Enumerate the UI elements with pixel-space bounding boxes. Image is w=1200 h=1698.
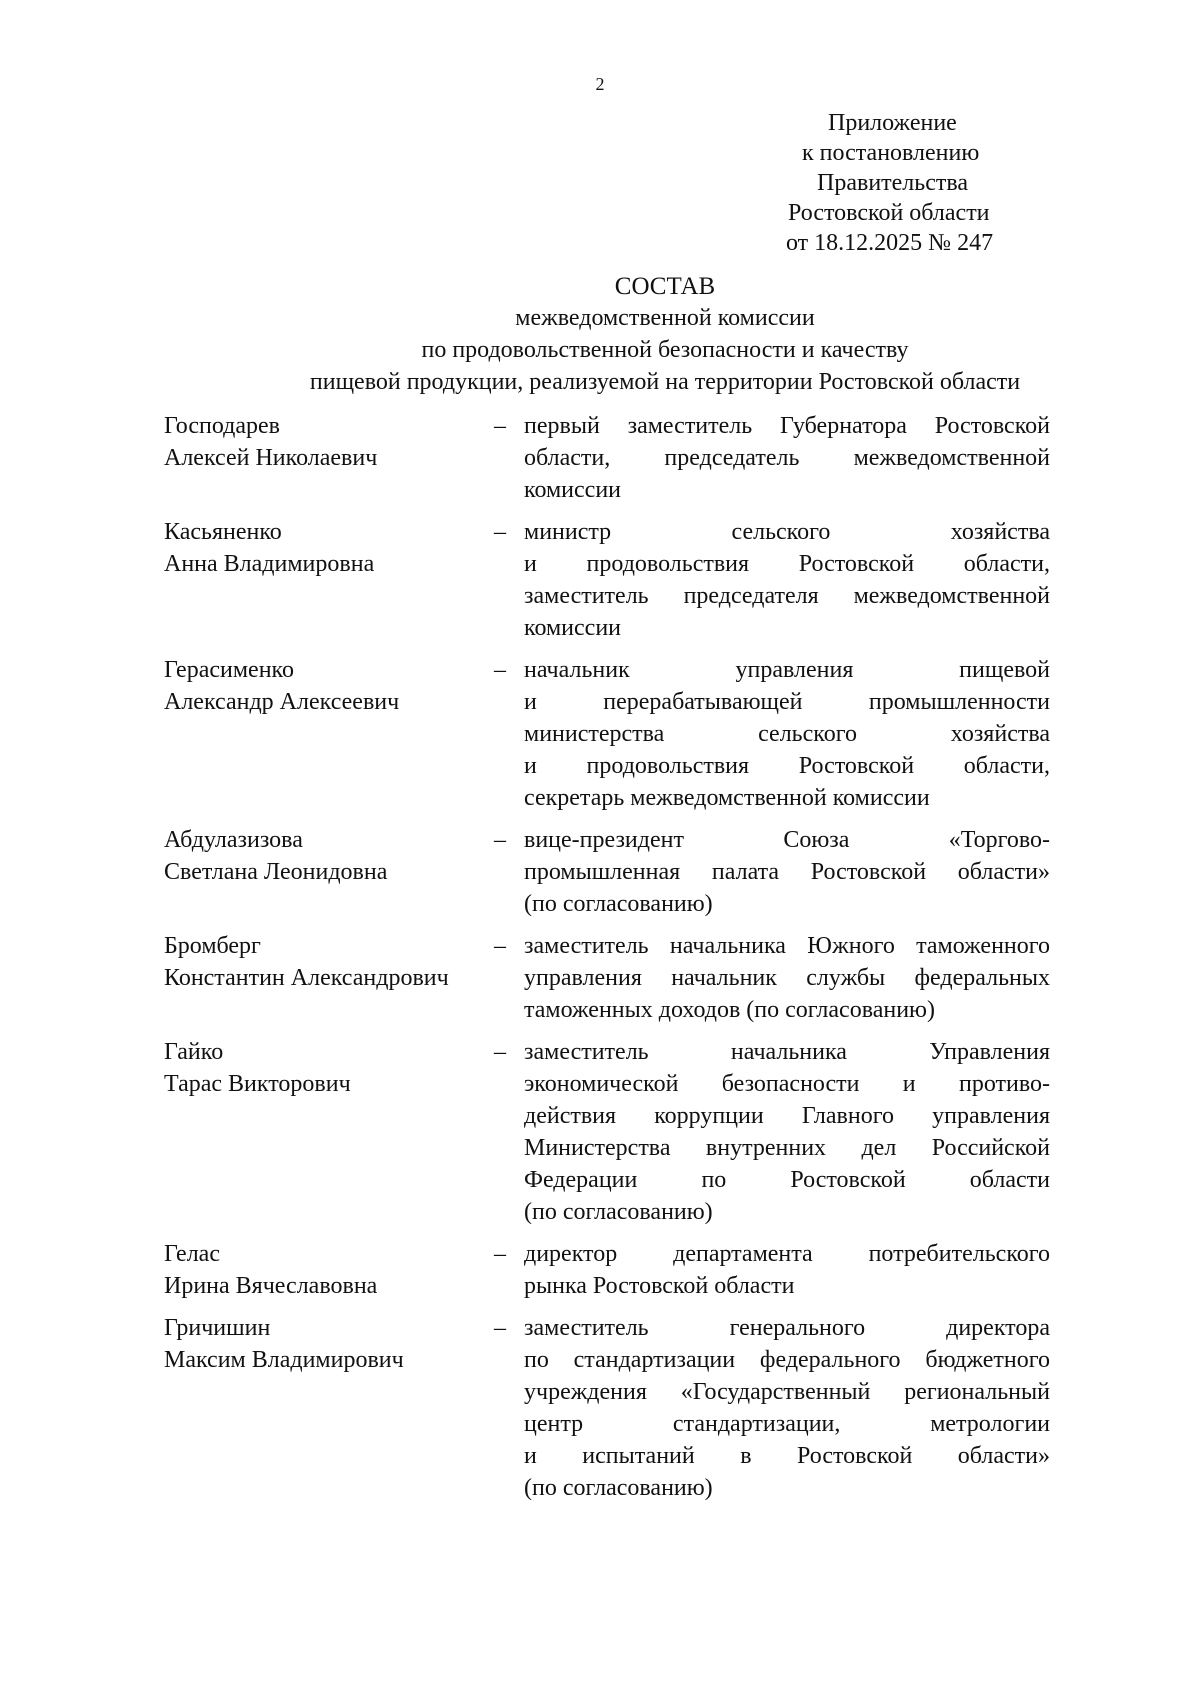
member-list (164, 410, 1050, 1514)
member-surname: Абдулазизова (164, 827, 303, 853)
member-given-names: Александр Алексеевич (164, 689, 400, 715)
member-row (164, 410, 1050, 506)
member-position-line: заместитель начальника Управления (524, 1039, 1050, 1065)
member-given-names: Анна Владимировна (164, 551, 375, 577)
page-number: 2 (595, 74, 605, 94)
member-position-line: действия коррупции Главного управления (524, 1103, 1050, 1129)
member-surname: Господарев (164, 413, 281, 439)
member-position-line: Министерства внутренних дел Российской (524, 1135, 1050, 1161)
member-given-names: Алексей Николаевич (164, 445, 378, 471)
member-given-names: Ирина Вячеславовна (164, 1273, 378, 1299)
member-position-line: области, председатель межведомственной (524, 445, 1050, 471)
member-position-line: (по согласованию) (524, 891, 713, 917)
member-row (164, 516, 1050, 644)
member-dash: – (494, 657, 506, 683)
member-position-line: управления начальник службы федеральных (524, 965, 1050, 991)
member-name (164, 1312, 490, 1376)
appendix-line-3: Правительства (817, 170, 969, 196)
member-position (524, 824, 1050, 920)
member-dash: – (494, 1039, 506, 1065)
member-dash: – (494, 933, 506, 959)
member-position (524, 410, 1050, 506)
member-position-line: таможенных доходов (по согласованию) (524, 997, 935, 1023)
member-position (524, 516, 1050, 644)
member-position-line: и продовольствия Ростовской области, (524, 753, 1050, 779)
member-position-line: начальник управления пищевой (524, 657, 1050, 683)
appendix-line-1: Приложение (828, 110, 957, 136)
member-surname: Гелас (164, 1241, 220, 1267)
member-position-line: учреждения «Государственный региональный (524, 1379, 1050, 1405)
member-position-line: экономической безопасности и противо- (524, 1071, 1050, 1097)
member-position-line: директор департамента потребительского (524, 1241, 1050, 1267)
member-position-line: секретарь межведомственной комиссии (524, 785, 930, 811)
member-position-line: первый заместитель Губернатора Ростовской (524, 413, 1050, 439)
member-surname: Гайко (164, 1039, 224, 1065)
appendix-line-4: Ростовской области (788, 200, 990, 226)
member-surname: Гричишин (164, 1315, 271, 1341)
member-position-line: по стандартизации федерального бюджетного (524, 1347, 1050, 1373)
member-position-line: центр стандартизации, метрологии (524, 1411, 1050, 1437)
member-position-line: (по согласованию) (524, 1199, 713, 1225)
member-given-names: Константин Александрович (164, 965, 449, 991)
member-position (524, 1312, 1050, 1504)
member-position (524, 1036, 1050, 1228)
member-position-line: (по согласованию) (524, 1475, 713, 1501)
member-name (164, 654, 490, 718)
member-position-line: и испытаний в Ростовской области» (524, 1443, 1050, 1469)
member-position (524, 654, 1050, 814)
member-position-line: заместитель начальника Южного таможенного (524, 933, 1050, 959)
member-surname: Герасименко (164, 657, 294, 683)
member-dash: – (494, 413, 506, 439)
title-line-1: межведомственной комиссии (515, 305, 815, 331)
member-name (164, 410, 490, 474)
member-name (164, 930, 490, 994)
member-position (524, 1238, 1050, 1302)
member-row (164, 930, 1050, 1026)
member-row (164, 1312, 1050, 1504)
member-position-line: и продовольствия Ростовской области, (524, 551, 1050, 577)
member-dash: – (494, 827, 506, 853)
appendix-line-5: от 18.12.2025 № 247 (786, 230, 994, 256)
title-line-2: по продовольственной безопасности и качеству (421, 337, 909, 363)
member-row (164, 654, 1050, 814)
member-dash: – (494, 1315, 506, 1341)
member-name (164, 1036, 490, 1100)
member-row (164, 1036, 1050, 1228)
member-dash: – (494, 519, 506, 545)
member-given-names: Светлана Леонидовна (164, 859, 388, 885)
member-surname: Касьяненко (164, 519, 282, 545)
member-position-line: комиссии (524, 477, 622, 503)
member-position-line: заместитель председателя межведомственной (524, 583, 1050, 609)
member-position-line: Федерации по Ростовской области (524, 1167, 1050, 1193)
member-position-line: министерства сельского хозяйства (524, 721, 1050, 747)
member-given-names: Тарас Викторович (164, 1071, 351, 1097)
member-position-line: и перерабатывающей промышленности (524, 689, 1050, 715)
member-position-line: комиссии (524, 615, 622, 641)
appendix-line-2: к постановлению (802, 140, 980, 166)
member-given-names: Максим Владимирович (164, 1347, 404, 1373)
member-surname: Бромберг (164, 933, 261, 959)
member-position-line: вице-президент Союза «Торгово- (524, 827, 1050, 853)
member-row (164, 824, 1050, 920)
member-name (164, 824, 490, 888)
title-heading: СОСТАВ (614, 273, 716, 300)
member-position-line: рынка Ростовской области (524, 1273, 795, 1299)
member-dash: – (494, 1241, 506, 1267)
member-name (164, 1238, 490, 1302)
member-position (524, 930, 1050, 1026)
document-title (180, 272, 1150, 398)
member-position-line: министр сельского хозяйства (524, 519, 1050, 545)
member-position-line: промышленная палата Ростовской области» (524, 859, 1050, 885)
member-name (164, 516, 490, 580)
title-line-3: пищевой продукции, реализуемой на территории Ростовской области (309, 369, 1021, 395)
member-row (164, 1238, 1050, 1302)
member-position-line: заместитель генерального директора (524, 1315, 1050, 1341)
